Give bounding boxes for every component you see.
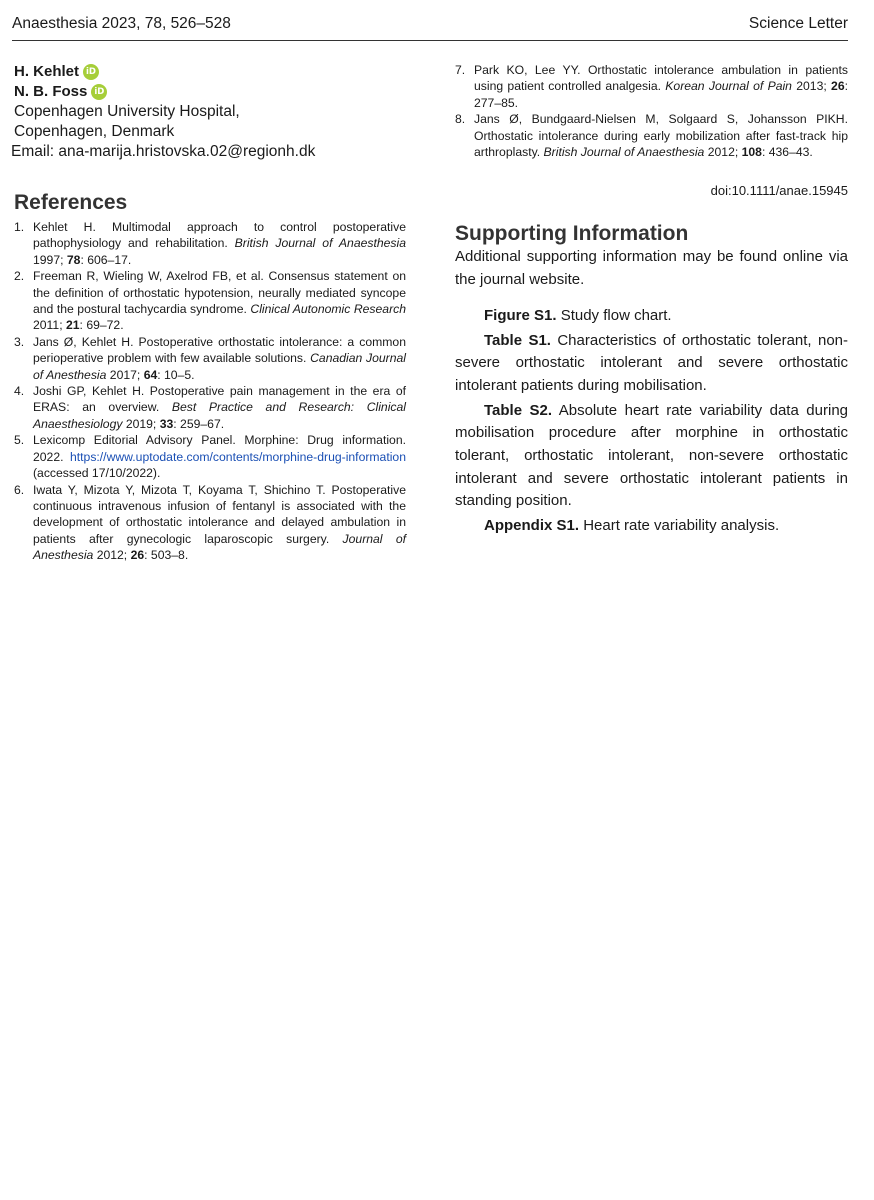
references-heading: References <box>14 191 128 214</box>
supporting-info-heading: Supporting Information <box>455 222 689 246</box>
reference-link[interactable]: https://www.uptodate.com/contents/morphine-drug-information <box>69 449 406 464</box>
reference-item: 2. Freeman R, Wieling W, Axelrod FB, et al. Consensus statement on the definition of orthostatic hypotension, neurally mediated syncope and the postural tachycardia syndrome. Clinical Autonomic Research 2011; 21: 69–72. <box>14 269 406 333</box>
reference-item: 6. Iwata Y, Mizota Y, Mizota T, Koyama T, Shichino T. Postoperative continuous intravenous infusion of fentanyl is associated with the development of orthostatic intolerance and delayed ambulation in patients after gynecologic laparoscopic surgery. Journal of Anesthesia 2012; 26: 503–8. <box>14 482 406 563</box>
author-foss <box>14 82 406 102</box>
doi-link[interactable]: doi:10.1111/anae.15945 <box>710 183 848 199</box>
reference-item: 4. Joshi GP, Kehlet H. Postoperative pain management in the era of ERAS: an overview. Best Practice and Research: Clinical Anaesthesiology 2019; 33: 259–67. <box>14 384 406 431</box>
affiliation-line: Copenhagen, Denmark <box>14 123 175 140</box>
affiliation-line: Copenhagen University Hospital, <box>14 103 240 120</box>
reference-item: 5. Lexicomp Editorial Advisory Panel. Morphine: Drug information. 2022. https://www.uptodate.com/contents/morphine-drug-information (accessed 17/10/2022). <box>14 433 406 481</box>
article-type: Science Letter <box>748 15 848 32</box>
reference-item: 3. Jans Ø, Kehlet H. Postoperative orthostatic intolerance: a common perioperative problem with few available solutions. Canadian Journal of Anesthesia 2017; 64: 10–5. <box>14 334 406 382</box>
supporting-info-intro: Additional supporting information may be found online via the journal website. <box>455 248 848 289</box>
author-name: N. B. Foss <box>14 83 88 100</box>
orcid-icon[interactable]: iD <box>83 64 99 80</box>
author-name: H. Kehlet <box>14 63 80 80</box>
references-list-continued <box>455 62 848 160</box>
supporting-item: Table S1. Characteristics of orthostatic tolerant, non-severe orthostatic intolerant and severe orthostatic intolerant patients during mobilisation. <box>455 331 848 394</box>
supporting-item: Figure S1. Study flow chart. <box>484 306 672 324</box>
reference-item: 1. Kehlet H. Multimodal approach to control postoperative pathophysiology and rehabilitation. British Journal of Anaesthesia 1997; 78: 606–17. <box>14 220 406 267</box>
left-column <box>11 62 406 564</box>
right-column <box>455 62 848 538</box>
references-list <box>14 219 406 564</box>
journal-citation: Anaesthesia 2023, 78, 526–528 <box>12 15 231 32</box>
email-address[interactable]: Email: ana-marija.hristovska.02@regionh.dk <box>11 143 316 160</box>
author-kehlet <box>14 62 406 82</box>
orcid-icon[interactable]: iD <box>91 84 107 100</box>
reference-item: 7. Park KO, Lee YY. Orthostatic intolerance ambulation in patients using patient controlled analgesia. Korean Journal of Pain 2013; 26: 277–85. <box>455 63 848 110</box>
reference-item: 8. Jans Ø, Bundgaard-Nielsen M, Solgaard S, Johansson PIKH. Orthostatic intolerance during early mobilization after fast-track hip arthroplasty. British Journal of Anaesthesia 2012; 108: 436–43. <box>455 112 848 160</box>
page-header <box>12 14 848 41</box>
supporting-item: Table S2. Absolute heart rate variability data during mobilisation procedure after morphine in orthostatic tolerant, orthostatic intolerant, non-severe orthostatic intolerant and severe orthostatic intolerant patients in standing position. <box>455 401 849 510</box>
supporting-item: Appendix S1. Heart rate variability analysis. <box>484 517 780 535</box>
